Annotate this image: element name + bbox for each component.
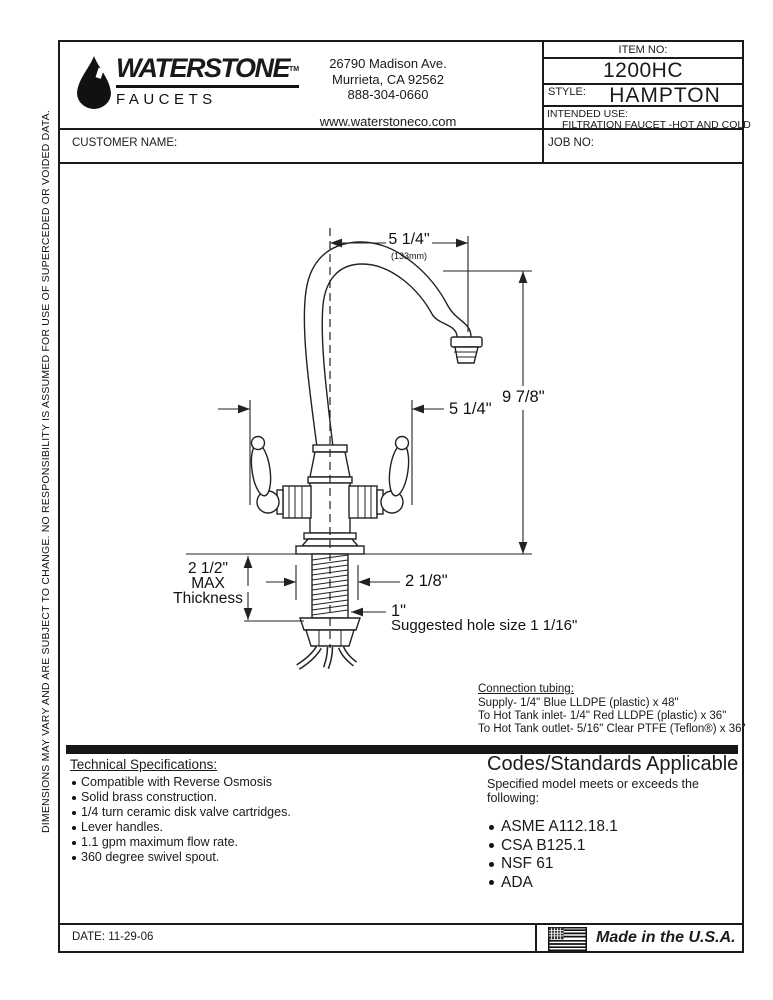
bullet-dot	[72, 826, 76, 830]
bullet-dot	[72, 811, 76, 815]
connection-tubing-title: Connection tubing:	[478, 683, 574, 695]
tubing-line-text: Supply- 1/4" Blue LLDPE (plastic) x 48"	[478, 697, 679, 709]
company-address	[293, 56, 483, 103]
brand-subtitle: FAUCETS	[116, 90, 217, 108]
spec-item	[70, 805, 470, 820]
dim-thickness-word: Thickness	[173, 590, 243, 607]
brand-tm: TM	[289, 66, 300, 73]
item-no-label: ITEM NO:	[618, 44, 668, 56]
technical-specifications-title: Technical Specifications:	[70, 757, 218, 772]
side-disclaimer-text: DIMENSIONS MAY VARY AND ARE SUBJECT TO CHANGE. NO RESPONSIBILITY IS ASSUMED FOR USE OF SUPERCEDED OR VOIDED DATA.	[40, 110, 52, 833]
bullet-dot	[489, 880, 494, 885]
date-field	[72, 931, 153, 943]
technical-specifications-list	[70, 775, 470, 865]
bullet-dot	[489, 862, 494, 867]
brand-name-text: WATERSTONE	[116, 53, 290, 83]
tubing-line-text: To Hot Tank outlet- 5/16" Clear PTFE (Teflon®) x 36"	[478, 723, 746, 735]
company-website: www.waterstoneco.com	[319, 114, 457, 129]
spec-item-text: 1.1 gpm maximum flow rate.	[81, 835, 238, 849]
dim-overall-height: 9 7/8"	[502, 388, 545, 406]
brand-logo	[116, 54, 299, 108]
spec-item	[70, 790, 470, 805]
style-value: HAMPTON	[609, 84, 721, 107]
dim-handle-clearance: 5 1/4"	[449, 400, 492, 418]
style-label: STYLE:	[548, 86, 586, 98]
bullet-dot	[72, 796, 76, 800]
tubing-line-text: To Hot Tank inlet- 1/4" Red LLDPE (plastic) x 36"	[478, 710, 727, 722]
spec-item-text: Solid brass construction.	[81, 790, 218, 804]
footer-divider	[535, 923, 537, 951]
dim-spout-reach-metric: (133mm)	[390, 251, 427, 261]
intended-use-value: FILTRATION FAUCET -HOT AND COLD	[562, 119, 751, 131]
bullet-dot	[72, 841, 76, 845]
connection-tubing-list	[478, 697, 746, 736]
spec-item-text: 360 degree swivel spout.	[81, 850, 220, 864]
spec-item-text: Lever handles.	[81, 820, 164, 834]
tubing-line	[478, 697, 746, 710]
codes-standards-title: Codes/Standards Applicable	[487, 753, 739, 775]
codes-standards-subtitle: Specified model meets or exceeds the following:	[487, 777, 699, 805]
code-item-text: ADA	[501, 873, 533, 891]
codes-standards	[487, 753, 749, 892]
bullet-dot	[489, 843, 494, 848]
item-no-value: 1200HC	[602, 59, 684, 82]
address-line: 26790 Madison Ave.	[329, 56, 447, 71]
hole-size-note: Suggested hole size 1 1/16"	[391, 617, 578, 634]
us-flag-icon	[548, 927, 587, 951]
spec-item	[70, 820, 470, 835]
spec-item-text: 1/4 turn ceramic disk valve cartridges.	[81, 805, 291, 819]
brand-name	[116, 54, 299, 88]
intended-use-divider	[542, 105, 742, 107]
address-line: Murrieta, CA 92562	[331, 71, 444, 87]
code-item	[487, 837, 749, 856]
bullet-dot	[72, 781, 76, 785]
dim-shank-width: 1"	[391, 602, 407, 620]
code-item	[487, 818, 749, 837]
dim-base-width: 2 1/8"	[405, 572, 448, 590]
code-item-text: CSA B125.1	[501, 836, 586, 854]
code-item	[487, 874, 749, 893]
date-value: 11-29-06	[108, 931, 154, 943]
codes-standards-list	[487, 818, 749, 892]
job-no-label: JOB NO:	[548, 137, 595, 149]
customer-row-bottom-line	[60, 162, 742, 164]
water-drop-icon	[74, 55, 114, 111]
customer-name-label: CUSTOMER NAME:	[72, 137, 178, 149]
tubing-line	[478, 723, 746, 736]
intended-use-label: INTENDED USE:	[547, 108, 629, 120]
connection-tubing-block	[478, 683, 746, 736]
bullet-dot	[489, 825, 494, 830]
code-item	[487, 855, 749, 874]
spec-item	[70, 850, 470, 865]
bullet-dot	[72, 856, 76, 860]
technical-specifications	[70, 757, 470, 865]
spec-item	[70, 775, 470, 790]
address-line: 888-304-0660	[347, 87, 429, 102]
made-in-usa-text: Made in the U.S.A.	[596, 929, 736, 946]
dim-max-thickness	[168, 561, 248, 606]
spec-item-text: Compatible with Reverse Osmosis	[81, 775, 273, 789]
tubing-line	[478, 710, 746, 723]
footer-top-line	[60, 923, 742, 925]
dim-spout-reach: 5 1/4"	[388, 231, 430, 248]
dim-thickness-max: MAX	[191, 575, 225, 592]
code-item-text: NSF 61	[501, 855, 554, 872]
spec-item	[70, 835, 470, 850]
dim-thickness-value: 2 1/2"	[188, 560, 228, 577]
code-item-text: ASME A112.18.1	[501, 818, 618, 835]
date-label: DATE:	[72, 931, 106, 943]
